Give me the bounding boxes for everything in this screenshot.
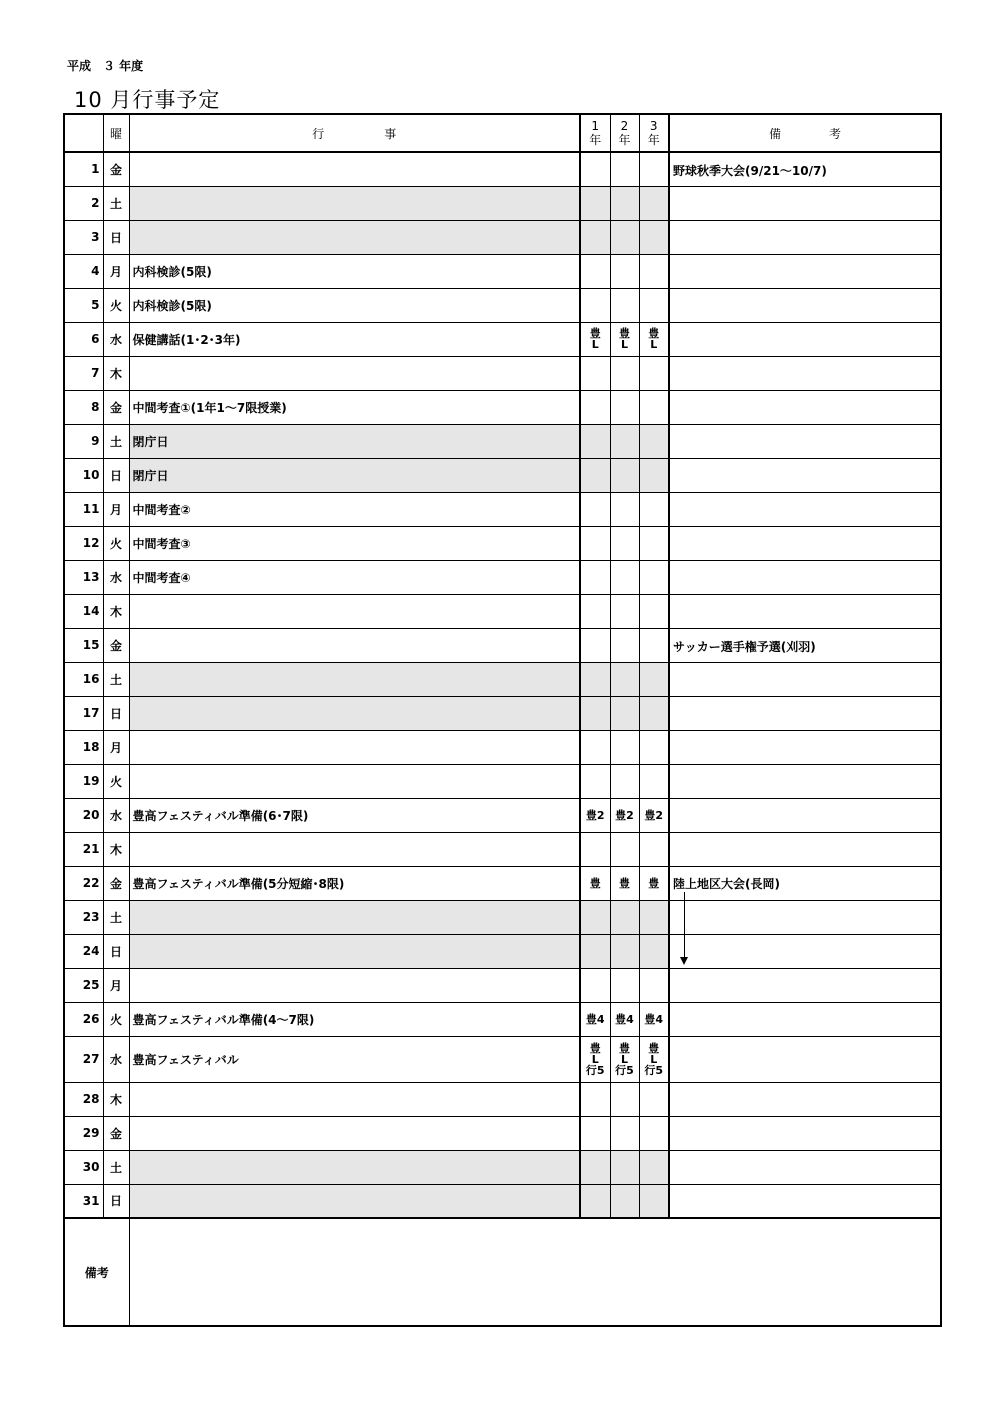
event-cell xyxy=(129,1150,580,1184)
grade1-cell xyxy=(580,730,610,764)
grade1-cell xyxy=(580,764,610,798)
table-row xyxy=(64,934,941,968)
grade2-cell xyxy=(610,764,639,798)
notes-cell: 陸上地区大会(長岡) xyxy=(669,866,941,900)
weekday-cell: 月 xyxy=(103,730,129,764)
event-cell: 豊高フェスティバル準備(6･7限) xyxy=(129,798,580,832)
day-number: 2 xyxy=(64,186,103,220)
grade2-cell xyxy=(610,1184,639,1218)
weekday-cell: 土 xyxy=(103,900,129,934)
weekday-cell: 日 xyxy=(103,696,129,730)
grade3-cell xyxy=(639,764,669,798)
grade3-cell xyxy=(639,526,669,560)
grade3-cell: 豊 L xyxy=(639,322,669,356)
event-cell xyxy=(129,900,580,934)
notes-cell xyxy=(669,526,941,560)
event-cell xyxy=(129,220,580,254)
day-number: 15 xyxy=(64,628,103,662)
table-row xyxy=(64,220,941,254)
grade3-cell: 豊 L 行5 xyxy=(639,1036,669,1082)
day-number: 7 xyxy=(64,356,103,390)
notes-cell xyxy=(669,798,941,832)
grade2-cell: 豊 L xyxy=(610,322,639,356)
notes-cell xyxy=(669,968,941,1002)
footer-label: 備考 xyxy=(64,1218,129,1326)
event-cell xyxy=(129,730,580,764)
day-number: 27 xyxy=(64,1036,103,1082)
grade2-cell xyxy=(610,934,639,968)
table-row xyxy=(64,594,941,628)
table-row xyxy=(64,322,941,356)
table-row xyxy=(64,1116,941,1150)
weekday-cell: 火 xyxy=(103,526,129,560)
weekday-cell: 金 xyxy=(103,390,129,424)
day-number: 1 xyxy=(64,152,103,186)
table-row xyxy=(64,696,941,730)
grade1-cell xyxy=(580,1082,610,1116)
weekday-cell: 月 xyxy=(103,254,129,288)
grade1-cell xyxy=(580,968,610,1002)
notes-cell xyxy=(669,390,941,424)
notes-cell xyxy=(669,1036,941,1082)
weekday-cell: 水 xyxy=(103,1036,129,1082)
grade3-cell xyxy=(639,934,669,968)
grade3-cell xyxy=(639,458,669,492)
event-cell xyxy=(129,696,580,730)
table-row xyxy=(64,798,941,832)
table-row xyxy=(64,968,941,1002)
notes-cell xyxy=(669,424,941,458)
weekday-cell: 火 xyxy=(103,1002,129,1036)
table-row xyxy=(64,730,941,764)
grade1-cell xyxy=(580,594,610,628)
day-number: 21 xyxy=(64,832,103,866)
weekday-cell: 水 xyxy=(103,798,129,832)
day-number: 23 xyxy=(64,900,103,934)
weekday-cell: 日 xyxy=(103,220,129,254)
notes-cell xyxy=(669,356,941,390)
notes-cell xyxy=(669,696,941,730)
event-cell: 中間考査② xyxy=(129,492,580,526)
weekday-cell: 土 xyxy=(103,186,129,220)
header-weekday: 曜 xyxy=(103,114,129,152)
table-row xyxy=(64,424,941,458)
event-cell xyxy=(129,628,580,662)
header-grade1-num: 1 xyxy=(591,119,600,133)
grade2-cell xyxy=(610,288,639,322)
event-cell xyxy=(129,764,580,798)
school-year-label: 平成 ３ 年度 xyxy=(67,59,144,73)
grade1-cell xyxy=(580,220,610,254)
grade2-cell xyxy=(610,900,639,934)
weekday-cell: 木 xyxy=(103,594,129,628)
grade2-cell xyxy=(610,1150,639,1184)
grade1-cell xyxy=(580,1184,610,1218)
event-cell: 保健講話(1･2･3年) xyxy=(129,322,580,356)
grade3-cell xyxy=(639,254,669,288)
event-cell xyxy=(129,152,580,186)
grade3-cell xyxy=(639,832,669,866)
grade1-cell: 豊 L xyxy=(580,322,610,356)
table-row xyxy=(64,662,941,696)
notes-cell xyxy=(669,1150,941,1184)
notes-cell xyxy=(669,220,941,254)
grade1-cell xyxy=(580,526,610,560)
grade2-cell xyxy=(610,1082,639,1116)
grade3-cell xyxy=(639,662,669,696)
grade3-cell: 豊4 xyxy=(639,1002,669,1036)
table-row xyxy=(64,1150,941,1184)
table-row xyxy=(64,1082,941,1116)
event-cell xyxy=(129,1082,580,1116)
event-cell: 閉庁日 xyxy=(129,424,580,458)
grade1-cell xyxy=(580,356,610,390)
event-cell xyxy=(129,662,580,696)
weekday-cell: 木 xyxy=(103,1082,129,1116)
grade2-cell xyxy=(610,390,639,424)
event-cell: 内科検診(5限) xyxy=(129,288,580,322)
notes-cell xyxy=(669,1002,941,1036)
table-row xyxy=(64,526,941,560)
day-number: 6 xyxy=(64,322,103,356)
table-row xyxy=(64,866,941,900)
header-grade2-unit: 年 xyxy=(618,133,631,147)
event-cell: 豊高フェスティバル xyxy=(129,1036,580,1082)
event-cell: 中間考査①(1年1～7限授業) xyxy=(129,390,580,424)
grade3-cell: 豊2 xyxy=(639,798,669,832)
table-row xyxy=(64,900,941,934)
grade3-cell xyxy=(639,356,669,390)
table-row xyxy=(64,390,941,424)
day-number: 3 xyxy=(64,220,103,254)
event-cell xyxy=(129,356,580,390)
notes-cell xyxy=(669,730,941,764)
schedule-table xyxy=(63,113,942,1327)
weekday-cell: 木 xyxy=(103,832,129,866)
event-cell: 豊高フェスティバル準備(5分短縮･8限) xyxy=(129,866,580,900)
grade1-cell xyxy=(580,288,610,322)
table-row xyxy=(64,1002,941,1036)
header-event: 行 事 xyxy=(129,114,580,152)
grade3-cell xyxy=(639,1116,669,1150)
weekday-cell: 土 xyxy=(103,1150,129,1184)
event-cell: 内科検診(5限) xyxy=(129,254,580,288)
event-cell xyxy=(129,968,580,1002)
grade3-cell xyxy=(639,390,669,424)
grade1-cell xyxy=(580,254,610,288)
grade3-cell xyxy=(639,594,669,628)
weekday-cell: 金 xyxy=(103,628,129,662)
grade1-cell xyxy=(580,390,610,424)
header-grade3-num: 3 xyxy=(649,119,658,133)
table-row xyxy=(64,254,941,288)
grade1-cell: 豊 xyxy=(580,866,610,900)
notes-cell xyxy=(669,254,941,288)
day-number: 28 xyxy=(64,1082,103,1116)
grade2-cell xyxy=(610,356,639,390)
notes-cell xyxy=(669,288,941,322)
notes-cell xyxy=(669,458,941,492)
grade2-cell: 豊2 xyxy=(610,798,639,832)
grade3-cell xyxy=(639,1150,669,1184)
grade3-cell xyxy=(639,288,669,322)
grade2-cell xyxy=(610,696,639,730)
table-row xyxy=(64,1036,941,1082)
header-day xyxy=(64,114,103,152)
weekday-cell: 金 xyxy=(103,1116,129,1150)
footer-notes-area xyxy=(129,1218,941,1326)
notes-cell xyxy=(669,186,941,220)
day-number: 25 xyxy=(64,968,103,1002)
table-row xyxy=(64,458,941,492)
weekday-cell: 水 xyxy=(103,560,129,594)
day-number: 22 xyxy=(64,866,103,900)
day-number: 24 xyxy=(64,934,103,968)
grade1-cell xyxy=(580,458,610,492)
header-grade3 xyxy=(639,114,669,152)
event-cell: 閉庁日 xyxy=(129,458,580,492)
header-grade2-num: 2 xyxy=(620,119,629,133)
day-number: 11 xyxy=(64,492,103,526)
event-cell xyxy=(129,1184,580,1218)
event-cell xyxy=(129,594,580,628)
event-cell: 中間考査③ xyxy=(129,526,580,560)
day-number: 17 xyxy=(64,696,103,730)
grade1-cell: 豊 L 行5 xyxy=(580,1036,610,1082)
grade2-cell xyxy=(610,220,639,254)
grade1-cell: 豊4 xyxy=(580,1002,610,1036)
grade1-cell xyxy=(580,424,610,458)
table-row xyxy=(64,186,941,220)
day-number: 26 xyxy=(64,1002,103,1036)
notes-cell xyxy=(669,492,941,526)
day-number: 5 xyxy=(64,288,103,322)
table-row xyxy=(64,832,941,866)
weekday-cell: 土 xyxy=(103,662,129,696)
grade3-cell xyxy=(639,1184,669,1218)
notes-cell xyxy=(669,322,941,356)
grade1-cell xyxy=(580,696,610,730)
grade1-cell xyxy=(580,900,610,934)
grade2-cell xyxy=(610,254,639,288)
notes-cell xyxy=(669,764,941,798)
header-grade3-unit: 年 xyxy=(647,133,660,147)
grade3-cell xyxy=(639,628,669,662)
header-grade2 xyxy=(610,114,639,152)
grade2-cell xyxy=(610,968,639,1002)
schedule-rows xyxy=(64,152,941,1218)
grade1-cell xyxy=(580,152,610,186)
day-number: 9 xyxy=(64,424,103,458)
grade1-cell xyxy=(580,1150,610,1184)
day-number: 19 xyxy=(64,764,103,798)
page-title: 10 月行事予定 xyxy=(74,88,221,112)
grade2-cell xyxy=(610,424,639,458)
grade2-cell xyxy=(610,560,639,594)
grade2-cell xyxy=(610,594,639,628)
grade2-cell: 豊 xyxy=(610,866,639,900)
day-number: 12 xyxy=(64,526,103,560)
grade3-cell: 豊 xyxy=(639,866,669,900)
day-number: 14 xyxy=(64,594,103,628)
day-number: 13 xyxy=(64,560,103,594)
table-row xyxy=(64,560,941,594)
table-row xyxy=(64,492,941,526)
grade2-cell xyxy=(610,730,639,764)
notes-cell xyxy=(669,560,941,594)
event-cell: 豊高フェスティバル準備(4～7限) xyxy=(129,1002,580,1036)
grade2-cell xyxy=(610,832,639,866)
grade3-cell xyxy=(639,492,669,526)
weekday-cell: 月 xyxy=(103,968,129,1002)
weekday-cell: 火 xyxy=(103,288,129,322)
day-number: 31 xyxy=(64,1184,103,1218)
grade3-cell xyxy=(639,968,669,1002)
header-notes: 備 考 xyxy=(669,114,941,152)
header-grade1 xyxy=(580,114,610,152)
table-row xyxy=(64,356,941,390)
notes-cell: 野球秋季大会(9/21～10/7) xyxy=(669,152,941,186)
grade2-cell: 豊4 xyxy=(610,1002,639,1036)
grade3-cell xyxy=(639,220,669,254)
duration-arrow-head-icon xyxy=(680,957,688,965)
notes-cell xyxy=(669,1116,941,1150)
day-number: 30 xyxy=(64,1150,103,1184)
event-cell xyxy=(129,934,580,968)
grade3-cell xyxy=(639,186,669,220)
grade3-cell xyxy=(639,900,669,934)
weekday-cell: 日 xyxy=(103,1184,129,1218)
day-number: 18 xyxy=(64,730,103,764)
day-number: 8 xyxy=(64,390,103,424)
weekday-cell: 木 xyxy=(103,356,129,390)
event-cell xyxy=(129,1116,580,1150)
weekday-cell: 火 xyxy=(103,764,129,798)
grade3-cell xyxy=(639,560,669,594)
weekday-cell: 日 xyxy=(103,458,129,492)
notes-cell xyxy=(669,832,941,866)
day-number: 4 xyxy=(64,254,103,288)
day-number: 16 xyxy=(64,662,103,696)
grade1-cell xyxy=(580,628,610,662)
weekday-cell: 土 xyxy=(103,424,129,458)
grade2-cell xyxy=(610,186,639,220)
grade3-cell xyxy=(639,730,669,764)
footer-row xyxy=(64,1218,941,1326)
notes-cell: サッカー選手権予選(刈羽) xyxy=(669,628,941,662)
table-row xyxy=(64,288,941,322)
notes-cell xyxy=(669,662,941,696)
weekday-cell: 水 xyxy=(103,322,129,356)
grade1-cell xyxy=(580,832,610,866)
notes-cell xyxy=(669,1082,941,1116)
notes-cell xyxy=(669,594,941,628)
header-row xyxy=(64,114,941,152)
grade3-cell xyxy=(639,1082,669,1116)
grade3-cell xyxy=(639,696,669,730)
grade1-cell xyxy=(580,186,610,220)
table-row xyxy=(64,764,941,798)
grade1-cell xyxy=(580,662,610,696)
header-grade1-unit: 年 xyxy=(589,133,602,147)
day-number: 29 xyxy=(64,1116,103,1150)
table-row xyxy=(64,1184,941,1218)
grade3-cell xyxy=(639,152,669,186)
weekday-cell: 月 xyxy=(103,492,129,526)
grade1-cell xyxy=(580,560,610,594)
grade1-cell: 豊2 xyxy=(580,798,610,832)
weekday-cell: 金 xyxy=(103,152,129,186)
grade2-cell xyxy=(610,152,639,186)
grade2-cell xyxy=(610,492,639,526)
grade2-cell xyxy=(610,662,639,696)
grade2-cell xyxy=(610,458,639,492)
grade2-cell xyxy=(610,628,639,662)
event-cell xyxy=(129,186,580,220)
table-row xyxy=(64,152,941,186)
grade2-cell xyxy=(610,1116,639,1150)
notes-cell xyxy=(669,1184,941,1218)
grade2-cell: 豊 L 行5 xyxy=(610,1036,639,1082)
day-number: 10 xyxy=(64,458,103,492)
weekday-cell: 日 xyxy=(103,934,129,968)
weekday-cell: 金 xyxy=(103,866,129,900)
notes-cell xyxy=(669,934,941,968)
grade1-cell xyxy=(580,1116,610,1150)
table-row xyxy=(64,628,941,662)
day-number: 20 xyxy=(64,798,103,832)
event-cell: 中間考査④ xyxy=(129,560,580,594)
grade2-cell xyxy=(610,526,639,560)
duration-arrow-line xyxy=(684,892,685,958)
notes-cell xyxy=(669,900,941,934)
grade1-cell xyxy=(580,492,610,526)
grade1-cell xyxy=(580,934,610,968)
event-cell xyxy=(129,832,580,866)
grade3-cell xyxy=(639,424,669,458)
